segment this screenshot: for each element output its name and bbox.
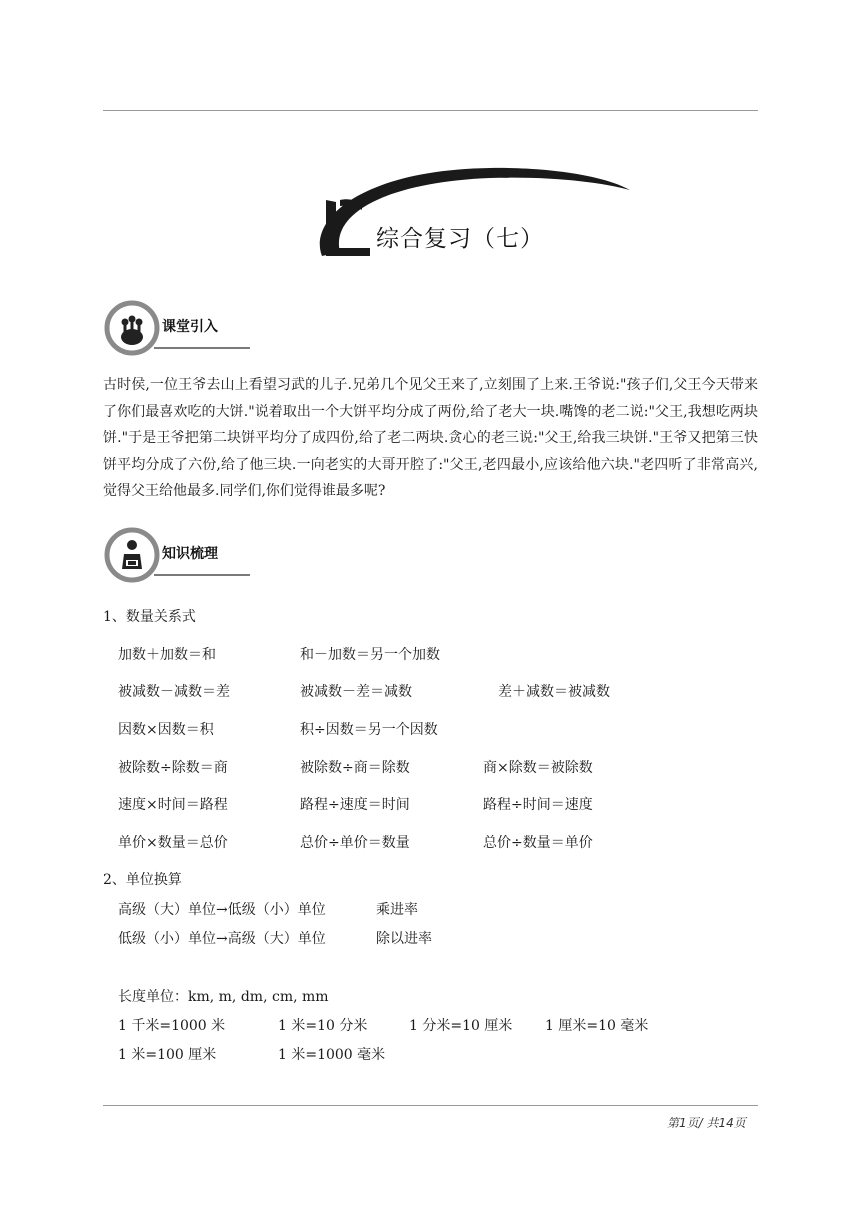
conversion-rule-action: 乘进率 <box>376 902 418 918</box>
formula: 因数×因数＝积 <box>118 722 214 738</box>
formula: 加数＋加数＝和 <box>118 647 216 663</box>
formula: 商×除数＝被除数 <box>483 760 593 776</box>
formula: 和－加数＝另一个加数 <box>300 647 440 663</box>
section-label-knowledge: 知识梳理 <box>162 546 218 562</box>
part2-heading: 2、单位换算 <box>103 872 182 888</box>
footer-rule <box>103 1105 758 1106</box>
page-number: 第1页/ 共14页 <box>667 1116 746 1130</box>
conversion-rule-action: 除以进率 <box>376 931 432 947</box>
conversion-rule: 高级（大）单位→低级（小）单位 <box>118 902 326 918</box>
unit-conversion: 1 千米=1000 米 <box>118 1018 226 1034</box>
header-rule <box>103 110 758 111</box>
section-underline <box>154 574 250 576</box>
unit-conversion: 1 分米=10 厘米 <box>409 1018 513 1034</box>
intro-story: 古时侯,一位王爷去山上看望习武的儿子.兄弟几个见父王来了,立刻围了上来.王爷说:"孩子们,父王今天带来了你们最喜欢吃的大饼."说着取出一个大饼平均分成了两份,给了老大一块.嘴馋的老二说:"父王,我想吃两块饼."于是王爷把第二块饼平均分了成四份,给了老二两块.贪心的老三说:"父王,给我三块饼."王爷又把第三快饼平均分成了六份,给了他三块.一向老实的大哥开腔了:"父王,老四最小,应该给他六块."老四听了非常高兴,觉得父王给他最多.同学们,你们觉得谁最多呢? <box>103 377 758 499</box>
section-header-knowledge <box>104 527 254 587</box>
section-header-intro <box>104 300 254 360</box>
formula: 速度×时间＝路程 <box>118 797 228 813</box>
length-units: 长度单位：km, m, dm, cm, mm <box>118 989 329 1005</box>
intro-badge-icon <box>104 300 160 356</box>
book-swoosh-icon <box>300 160 640 270</box>
unit-conversion: 1 米=10 分米 <box>278 1018 368 1034</box>
formula: 路程÷时间＝速度 <box>483 797 593 813</box>
lesson-banner <box>300 160 640 270</box>
knowledge-badge-icon <box>104 527 160 583</box>
formula: 被除数÷除数＝商 <box>118 760 228 776</box>
conversion-rule: 低级（小）单位→高级（大）单位 <box>118 931 326 947</box>
formula: 积÷因数＝另一个因数 <box>300 722 438 738</box>
formula: 总价÷单价＝数量 <box>300 835 410 851</box>
formula: 路程÷速度＝时间 <box>300 797 410 813</box>
part1-heading: 1、数量关系式 <box>103 609 196 625</box>
formula: 总价÷数量＝单价 <box>483 835 593 851</box>
formula: 被减数－减数＝差 <box>118 684 230 700</box>
formula: 差＋减数＝被减数 <box>498 684 610 700</box>
formula: 单价×数量＝总价 <box>118 835 228 851</box>
section-underline <box>154 347 250 349</box>
unit-conversion: 1 厘米=10 毫米 <box>545 1018 649 1034</box>
lesson-title: 综合复习（七） <box>376 226 544 252</box>
formula: 被除数÷商＝除数 <box>300 760 410 776</box>
section-label-intro: 课堂引入 <box>162 319 218 335</box>
unit-conversion: 1 米=1000 毫米 <box>278 1047 386 1063</box>
formula: 被减数－差＝减数 <box>300 684 412 700</box>
unit-conversion: 1 米=100 厘米 <box>118 1047 217 1063</box>
